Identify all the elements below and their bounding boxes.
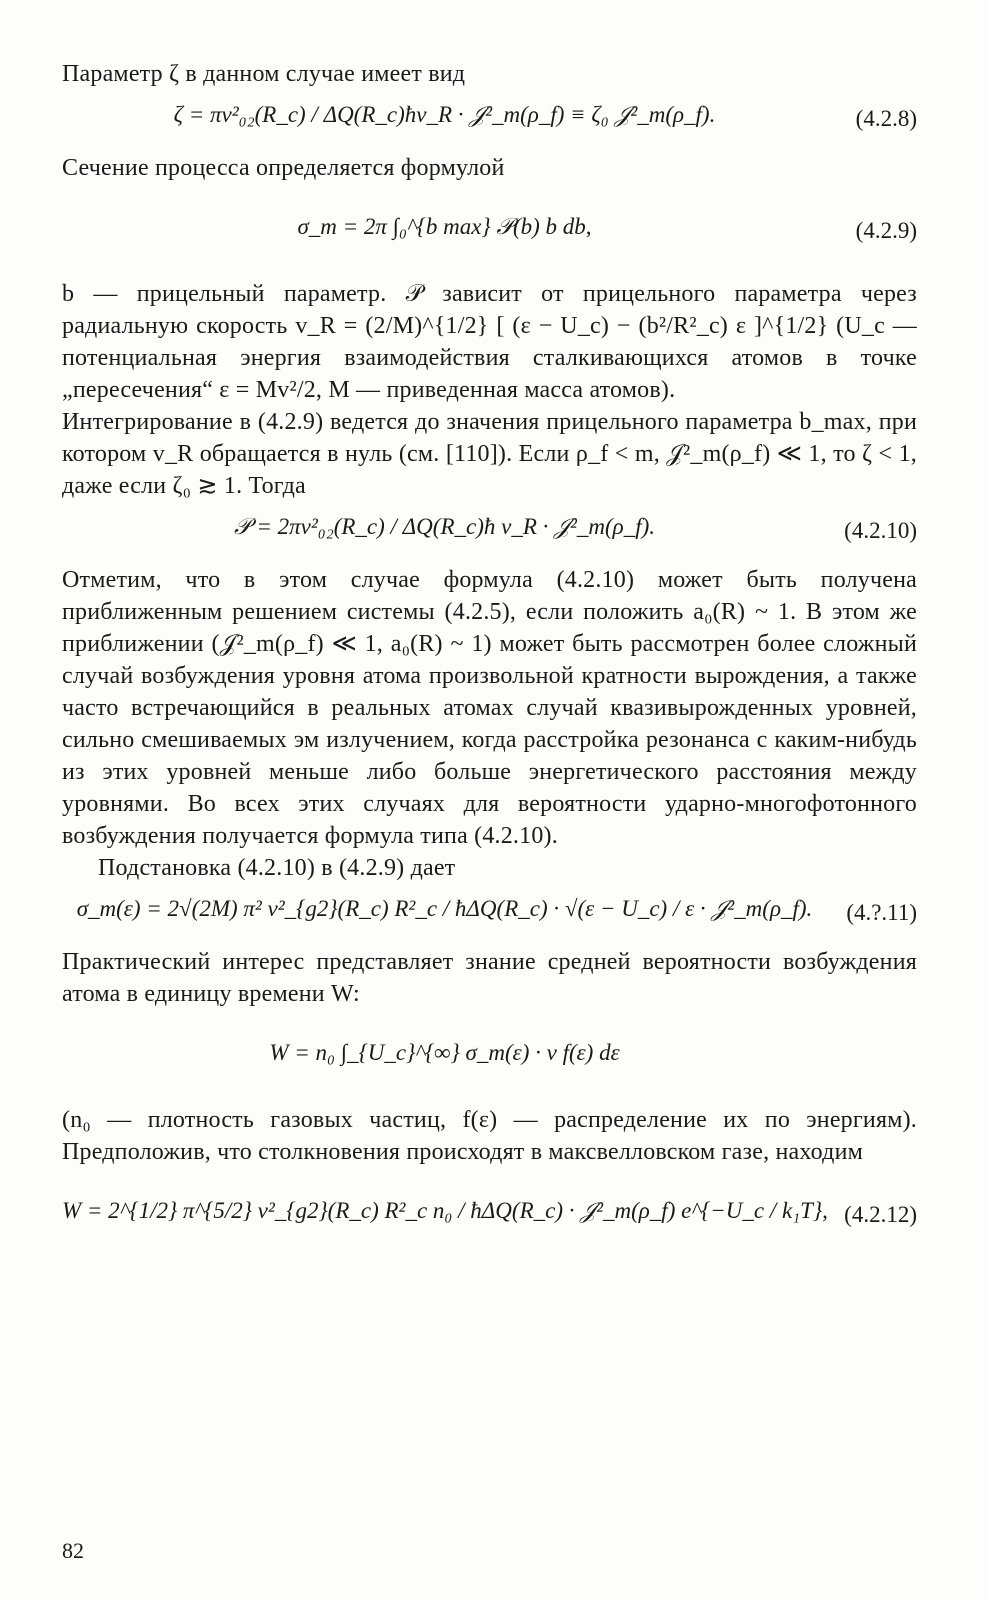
paragraph: (n₀ — плотность газовых частиц, f(ε) — распределение их по энергиям). Предположив, что столкновения происходят в максвелловском газе, находим [62, 1107, 917, 1165]
equation-number: (4.2.12) [844, 1202, 917, 1227]
paragraph: b — прицельный параметр. 𝒫 зависит от прицельного параметра через радиальную скорость v_R = (2/M)^{1/2} [ (ε − U_c) − (b²/R²_c) ε ]^{1/2} (U_c — потенциальная энергия взаимодействия сталкивающихся атомов в точке „пересечения“ ε = Mv²/2, M — приведенная масса атомов). [62, 281, 917, 403]
equation-formula: 𝒫 = 2πv²₀₂(R_c) / ΔQ(R_c)ħ v_R · 𝒥²_m(ρ_f). [233, 514, 655, 539]
page-body [62, 58, 917, 1262]
equation-4-2-11 [62, 886, 917, 944]
paragraph: Практический интерес представляет знание средней вероятности возбуждения атома в единицу времени W: [62, 949, 917, 1007]
page-number: 82 [62, 1538, 84, 1563]
paragraph: Интегрирование в (4.2.9) ведется до значения прицельного параметра b_max, при котором v_R обращается в нуль (см. [110]). Если ρ_f < m, 𝒥²_m(ρ_f) ≪ 1, то ζ < 1, даже если ζ₀ ≳ 1. Тогда [62, 409, 917, 499]
equation-formula: W = 2^{1/2} π^{5/2} v²_{g2}(R_c) R²_c n₀ / ħΔQ(R_c) · 𝒥²_m(ρ_f) e^{−U_c / k₁T}, [62, 1198, 828, 1223]
equation-4-2-8 [62, 92, 917, 150]
equation-4-2-10 [62, 504, 917, 562]
equation-formula: σ_m(ε) = 2√(2M) π² v²_{g2}(R_c) R²_c / ħΔQ(R_c) · √(ε − U_c) / ε · 𝒥²_m(ρ_f). [76, 896, 813, 921]
equation-formula: ζ = πv²₀₂(R_c) / ΔQ(R_c)ħv_R · 𝒥²_m(ρ_f) ≡ ζ₀ 𝒥²_m(ρ_f). [173, 102, 716, 127]
paragraph: Отметим, что в этом случае формула (4.2.10) может быть получена приближенным решением системы (4.2.5), если положить a₀(R) ~ 1. В этом же приближении (𝒥²_m(ρ_f) ≪ 1, a₀(R) ~ 1) может быть рассмотрен более сложный случай возбуждения уровня атома произвольной кратности вырождения, а также часто встречающийся в реальных атомах случай квазивырожденных уровней, сильно смешиваемых эм излучением, когда расстройка резонанса с каким-нибудь из этих уровней меньше либо больше энергетического расстояния между уровнями. Во всех этих случаях для вероятности ударно-многофотонного возбуждения получается формула типа (4.2.10). [62, 567, 917, 849]
equation-number: (4.2.10) [844, 518, 917, 543]
equation-number: (4.?.11) [846, 900, 917, 925]
equation-number: (4.2.8) [855, 106, 917, 131]
equation-formula: σ_m = 2π ∫₀^{b max} 𝒫(b) b db, [297, 214, 592, 239]
paragraph: Сечение процесса определяется формулой [62, 155, 505, 181]
paragraph: Подстановка (4.2.10) в (4.2.9) дает [98, 855, 456, 881]
equation-formula: W = n₀ ∫_{U_c}^{∞} σ_m(ε) · v f(ε) dε [269, 1040, 620, 1065]
equation-4-2-9 [62, 186, 917, 276]
paragraph: Параметр ζ в данном случае имеет вид [62, 61, 466, 87]
equation-number: (4.2.9) [855, 218, 917, 243]
equation-4-2-12 [62, 1170, 917, 1260]
equation-w-integral [62, 1012, 917, 1102]
